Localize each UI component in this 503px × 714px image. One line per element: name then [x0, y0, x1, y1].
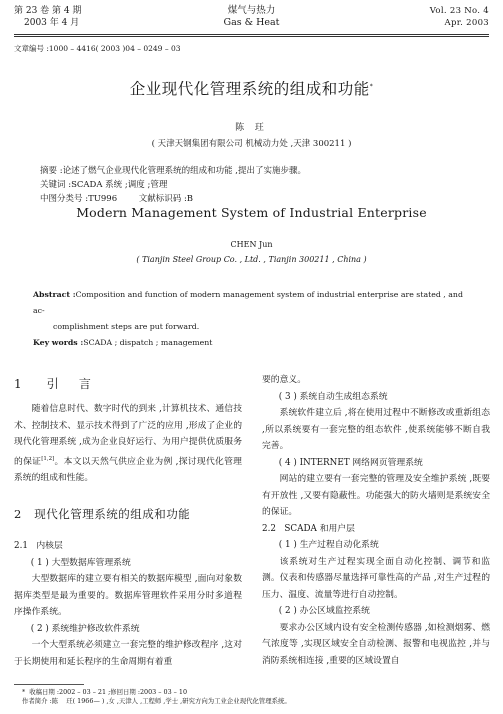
item-config: ( 3 ) 系统自动生成组态系统: [278, 391, 388, 402]
intro-paragraph: [14, 401, 242, 486]
item-maintenance: ( 2 ) 系统维护修改软件系统: [30, 623, 140, 634]
left-column-2: [14, 538, 242, 670]
subsection-2-2: 2.2 SCADA 和用户层: [262, 523, 355, 534]
intro-text: 随着信息时代、数字时代的到来 ,计算机技术、通信技术、控制技术、显示技术得到了广泛的应用 ,形成了企业的现代化管理系统 ,成为企业良好运行、为用户提供优质服务的保证: [14, 404, 242, 467]
english-author: CHEN Jun: [230, 240, 273, 249]
keywords-text: SCADA ; dispatch ; management: [83, 338, 213, 347]
english-abstract: [33, 287, 473, 351]
header-rule-bottom: [14, 36, 489, 37]
classification: 中图分类号 :TU996 文献标识码 :B: [40, 194, 194, 204]
item-database: ( 1 ) 大型数据库管理系统: [30, 557, 131, 568]
intro-text-end: 。本文以天然气供应企业为例 ,探讨现代化管理系统的组成和性能。: [14, 456, 242, 483]
footnote-received: * 收稿日期 :2002 – 03 – 21 ;修回日期 :2003 – 03 – 10: [22, 688, 188, 696]
publish-date: 2003 年 4 月: [24, 18, 80, 28]
english-title: Modern Management System of Industrial Enterprise: [76, 205, 427, 220]
section-1-title: 引 言: [46, 377, 92, 391]
author: 陈 玨: [235, 123, 268, 133]
title-footnote-mark: *: [369, 82, 374, 90]
right-column: [262, 372, 490, 669]
paper-title-text: 企业现代化管理系统的组成和功能: [129, 80, 370, 98]
item-automation-text: 该系统对生产过程实现全面自动化控制、调节和监测。仪表和传感器尽量选择可靠性高的产品 ,对生产过程的压力、温度、流量等进行自动控制。: [262, 556, 490, 600]
item-office-monitor-text: 要求办公区域内设有安全检测传感器 ,如检测烟雾、燃气浓度等 ,实现区域安全自动检测、报警和电视监控 ,并与消防系统相连接 ,重要的区域设置自: [262, 622, 490, 666]
item-internet-text: 网站的建立要有一套完整的管理及安全维护系统 ,既要有开放性 ,又要有隐蔽性。功能强大的防火墙则是系统安全的保证。: [262, 474, 490, 517]
article-number: 文章编号 :1000 – 4416( 2003 )04 – 0249 – 03: [14, 44, 181, 53]
item-maintenance-text: 一个大型系统必须建立一套完整的维护修改程序 ,这对于长期使用和延长程序的生命周期有着重: [14, 640, 242, 667]
keywords-label: Key words :: [33, 338, 84, 347]
journal-name-zh: 煤气与热力: [227, 5, 276, 16]
section-1-number: 1: [14, 377, 23, 391]
keywords-zh: 关键词 :SCADA 系统 ;调度 ;管理: [40, 180, 168, 190]
journal-name-en: Gas & Heat: [223, 17, 280, 28]
header-rule-top: [14, 34, 489, 35]
section-2-heading: 2 现代化管理系统的组成和功能: [14, 507, 191, 521]
section-1-heading: [14, 375, 92, 392]
footnote-author-bio: 作者简介 :陈 玨( 1966— ) ,女 ,天津人 ,工程师 ,学士 ,研究方向为工业企业现代化管理系统。: [22, 697, 291, 705]
abstract-zh: 摘要 :论述了燃气企业现代化管理系统的组成和功能 ,提出了实施步骤。: [40, 166, 306, 176]
volume-issue: 第 23 卷 第 4 期: [14, 6, 82, 16]
left-column: [14, 401, 242, 486]
english-affiliation: ( Tianjin Steel Group Co. , Ltd. , Tianjin 300211 , China ): [136, 255, 367, 264]
item-database-text: 大型数据库的建立要有相关的数据库模型 ,面向对象数据库类型是最为重要的。数据库管理软件采用分时多道程序操作系统。: [14, 574, 242, 617]
volume-issue-en: Vol. 23 No. 4: [429, 6, 489, 16]
item-automation: ( 1 ) 生产过程自动化系统: [278, 540, 379, 550]
affiliation: ( 天津天钢集团有限公司 机械动力处 ,天津 300211 ): [151, 139, 352, 149]
abstract-label: Abstract :: [33, 290, 76, 299]
subsection-2-1: 2.1 内核层: [14, 541, 63, 551]
citation: [1,2]: [41, 455, 55, 462]
item-internet: ( 4 ) INTERNET 网络网页管理系统: [278, 457, 423, 468]
footnote-rule: [14, 684, 84, 685]
continuation-text: 要的意义。: [262, 375, 306, 385]
paper-title: [0, 77, 503, 99]
abstract-text-cont: complishment steps are put forward.: [53, 322, 200, 331]
journal-name: [0, 5, 503, 29]
item-office-monitor: ( 2 ) 办公区域监控系统: [278, 606, 370, 616]
publish-date-en: Apr. 2003: [444, 18, 489, 28]
abstract-text: Composition and function of modern management system of industrial enterprise are stated , and ac-: [33, 290, 463, 315]
item-config-text: 系统软件建立后 ,将在使用过程中不断修改或重新组态 ,所以系统要有一套完整的组态软件 ,使系统能够不断自我完善。: [262, 408, 490, 451]
journal-volume-en: [430, 5, 489, 29]
